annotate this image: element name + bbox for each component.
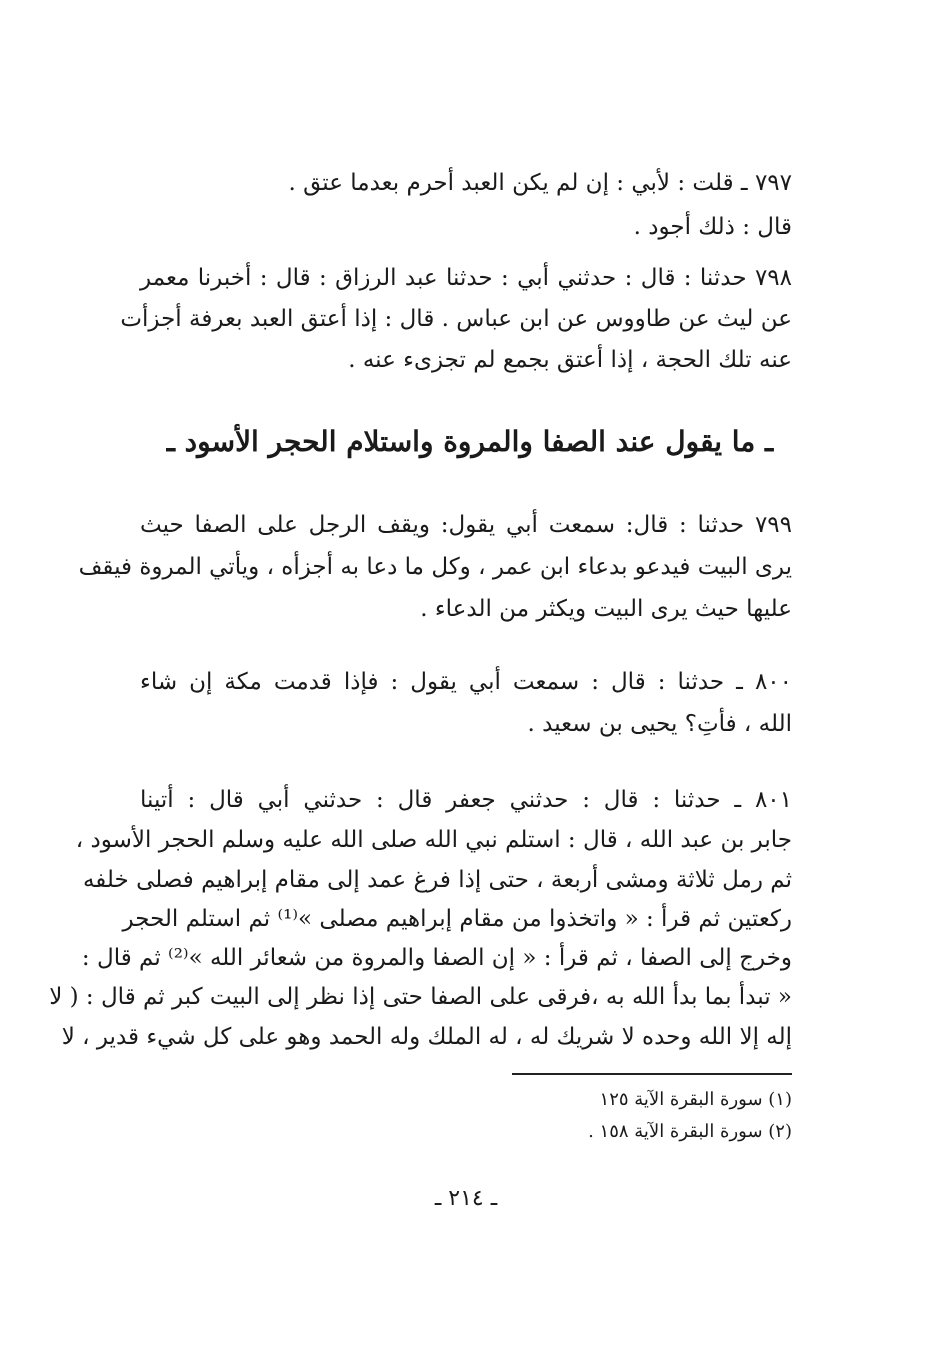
footnote-divider <box>512 1073 792 1075</box>
page-number: ـ ٢١٤ ـ <box>434 1186 498 1211</box>
entry-797-line-1: ٧٩٧ ـ قلت : لأبي : إن لم يكن العبد أحرم بعدما عتق . <box>288 170 792 196</box>
entry-801-line-3: ثم رمل ثلاثة ومشى أربعة ، حتى إذا فرغ عمد إلى مقام إبراهيم فصلى خلفه <box>82 867 792 893</box>
footnote-2: (٢) سورة البقرة الآية ١٥٨ . <box>588 1121 792 1142</box>
entry-801-line-7: إله إلا الله وحده لا شريك له ، له الملك وله الحمد وهو على كل شيء قدير ، لا <box>61 1024 792 1050</box>
entry-798-line-1: ٧٩٨ حدثنا : قال : حدثني أبي : حدثنا عبد الرزاق : قال : أخبرنا معمر <box>140 265 792 291</box>
entry-799-line-1: ٧٩٩ حدثنا : قال: سمعت أبي يقول: ويقف الرجل على الصفا حيث <box>140 512 792 538</box>
entry-800-line-1: ٨٠٠ ـ حدثنا : قال : سمعت أبي يقول : فإذا قدمت مكة إن شاء <box>140 669 792 695</box>
entry-801-line-2: جابر بن عبد الله ، قال : استلم نبي الله صلى الله عليه وسلم الحجر الأسود ، <box>75 827 792 853</box>
section-heading: ـ ما يقول عند الصفا والمروة واستلام الحجر الأسود ـ <box>166 425 774 458</box>
entry-799-line-3: عليها حيث يرى البيت ويكثر من الدعاء . <box>420 596 792 622</box>
entry-801-line-5: وخرج إلى الصفا ، ثم قرأ : « إن الصفا والمروة من شعائر الله »⁽²⁾ ثم قال : <box>81 945 792 971</box>
entry-797-line-2: قال : ذلك أجود . <box>633 214 792 240</box>
entry-801-line-4: ركعتين ثم قرأ : « واتخذوا من مقام إبراهيم مصلى »⁽¹⁾ ثم استلم الحجر <box>122 906 792 932</box>
entry-800-line-2: الله ، فأتِ؟ يحيى بن سعيد . <box>527 711 792 737</box>
entry-798-line-3: عنه تلك الحجة ، إذا أعتق بجمع لم تجزىء عنه . <box>348 347 792 373</box>
entry-799-line-2: يرى البيت فيدعو بدعاء ابن عمر ، وكل ما دعا به أجزأه ، ويأتي المروة فيقف <box>78 554 792 580</box>
entry-801-line-6: « تبدأ بما بدأ الله به ،فرقى على الصفا حتى إذا نظر إلى البيت كبر ثم قال : ( لا <box>49 984 792 1010</box>
entry-801-line-1: ٨٠١ ـ حدثنا : قال : حدثني جعفر قال : حدثني أبي قال : أتينا <box>140 787 792 813</box>
footnote-1: (١) سورة البقرة الآية ١٢٥ <box>599 1089 792 1110</box>
entry-798-line-2: عن ليث عن طاووس عن ابن عباس . قال : إذا أعتق العبد بعرفة أجزأت <box>120 306 792 332</box>
